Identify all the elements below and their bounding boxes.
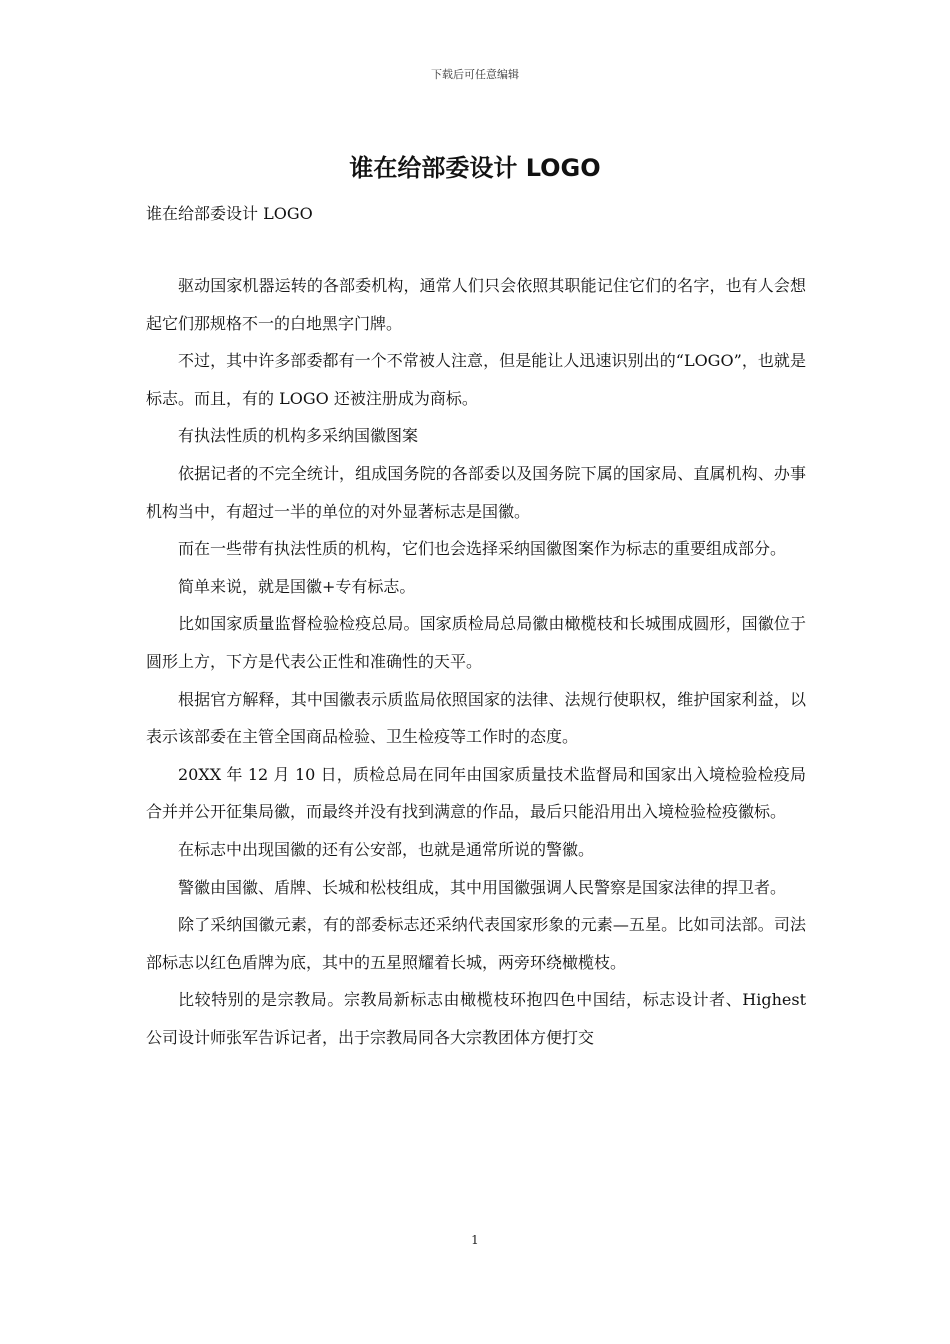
paragraph: 驱动国家机器运转的各部委机构，通常人们只会依照其职能记住它们的名字，也有人会想起它们那规格不一的白地黑字门牌。 [146, 276, 806, 333]
document-title: 谁在给部委设计 LOGO [349, 154, 601, 182]
document-subtitle: 谁在给部委设计 LOGO [146, 204, 313, 223]
paragraph: 依据记者的不完全统计，组成国务院的各部委以及国务院下属的国家局、直属机构、办事机构当中，有超过一半的单位的对外显著标志是国徽。 [146, 463, 806, 521]
section-heading: 有执法性质的机构多采纳国徽图案 [178, 426, 419, 446]
page-number: 1 [471, 1233, 479, 1247]
paragraph: 简单来说，就是国徽+专有标志。 [178, 576, 416, 596]
paragraph: 比如国家质量监督检验检疫总局。国家质检局总局徽由橄榄枝和长城围成圆形，国徽位于圆形上方，下方是代表公正性和准确性的天平。 [146, 614, 806, 671]
paragraph: 不过，其中许多部委都有一个不常被人注意，但是能让人迅速识别出的“LOGO”，也就是标志。而且，有的 LOGO 还被注册成为商标。 [146, 351, 806, 408]
paragraph: 根据官方解释，其中国徽表示质监局依照国家的法律、法规行使职权，维护国家利益，以表示该部委在主管全国商品检验、卫生检疫等工作时的态度。 [146, 689, 806, 747]
paragraph: 在标志中出现国徽的还有公安部，也就是通常所说的警徽。 [178, 839, 595, 859]
document-body [146, 267, 806, 1056]
paragraph: 除了采纳国徽元素，有的部委标志还采纳代表国家形象的元素—五星。比如司法部。司法部标志以红色盾牌为底，其中的五星照耀着长城，两旁环绕橄榄枝。 [146, 915, 806, 972]
paragraph: 20XX 年 12 月 10 日，质检总局在同年由国家质量技术监督局和国家出入境检验检疫局合并并公开征集局徽，而最终并没有找到满意的作品，最后只能沿用出入境检验检疫徽标。 [146, 764, 806, 822]
paragraph: 比较特别的是宗教局。宗教局新标志由橄榄枝环抱四色中国结，标志设计者、Highest 公司设计师张军告诉记者，出于宗教局同各大宗教团体方便打交 [146, 990, 806, 1047]
paragraph: 警徽由国徽、盾牌、长城和松枝组成，其中用国徽强调人民警察是国家法律的捍卫者。 [178, 877, 787, 897]
paragraph: 而在一些带有执法性质的机构，它们也会选择采纳国徽图案作为标志的重要组成部分。 [178, 539, 787, 559]
header-note: 下载后可任意编辑 [431, 68, 519, 81]
